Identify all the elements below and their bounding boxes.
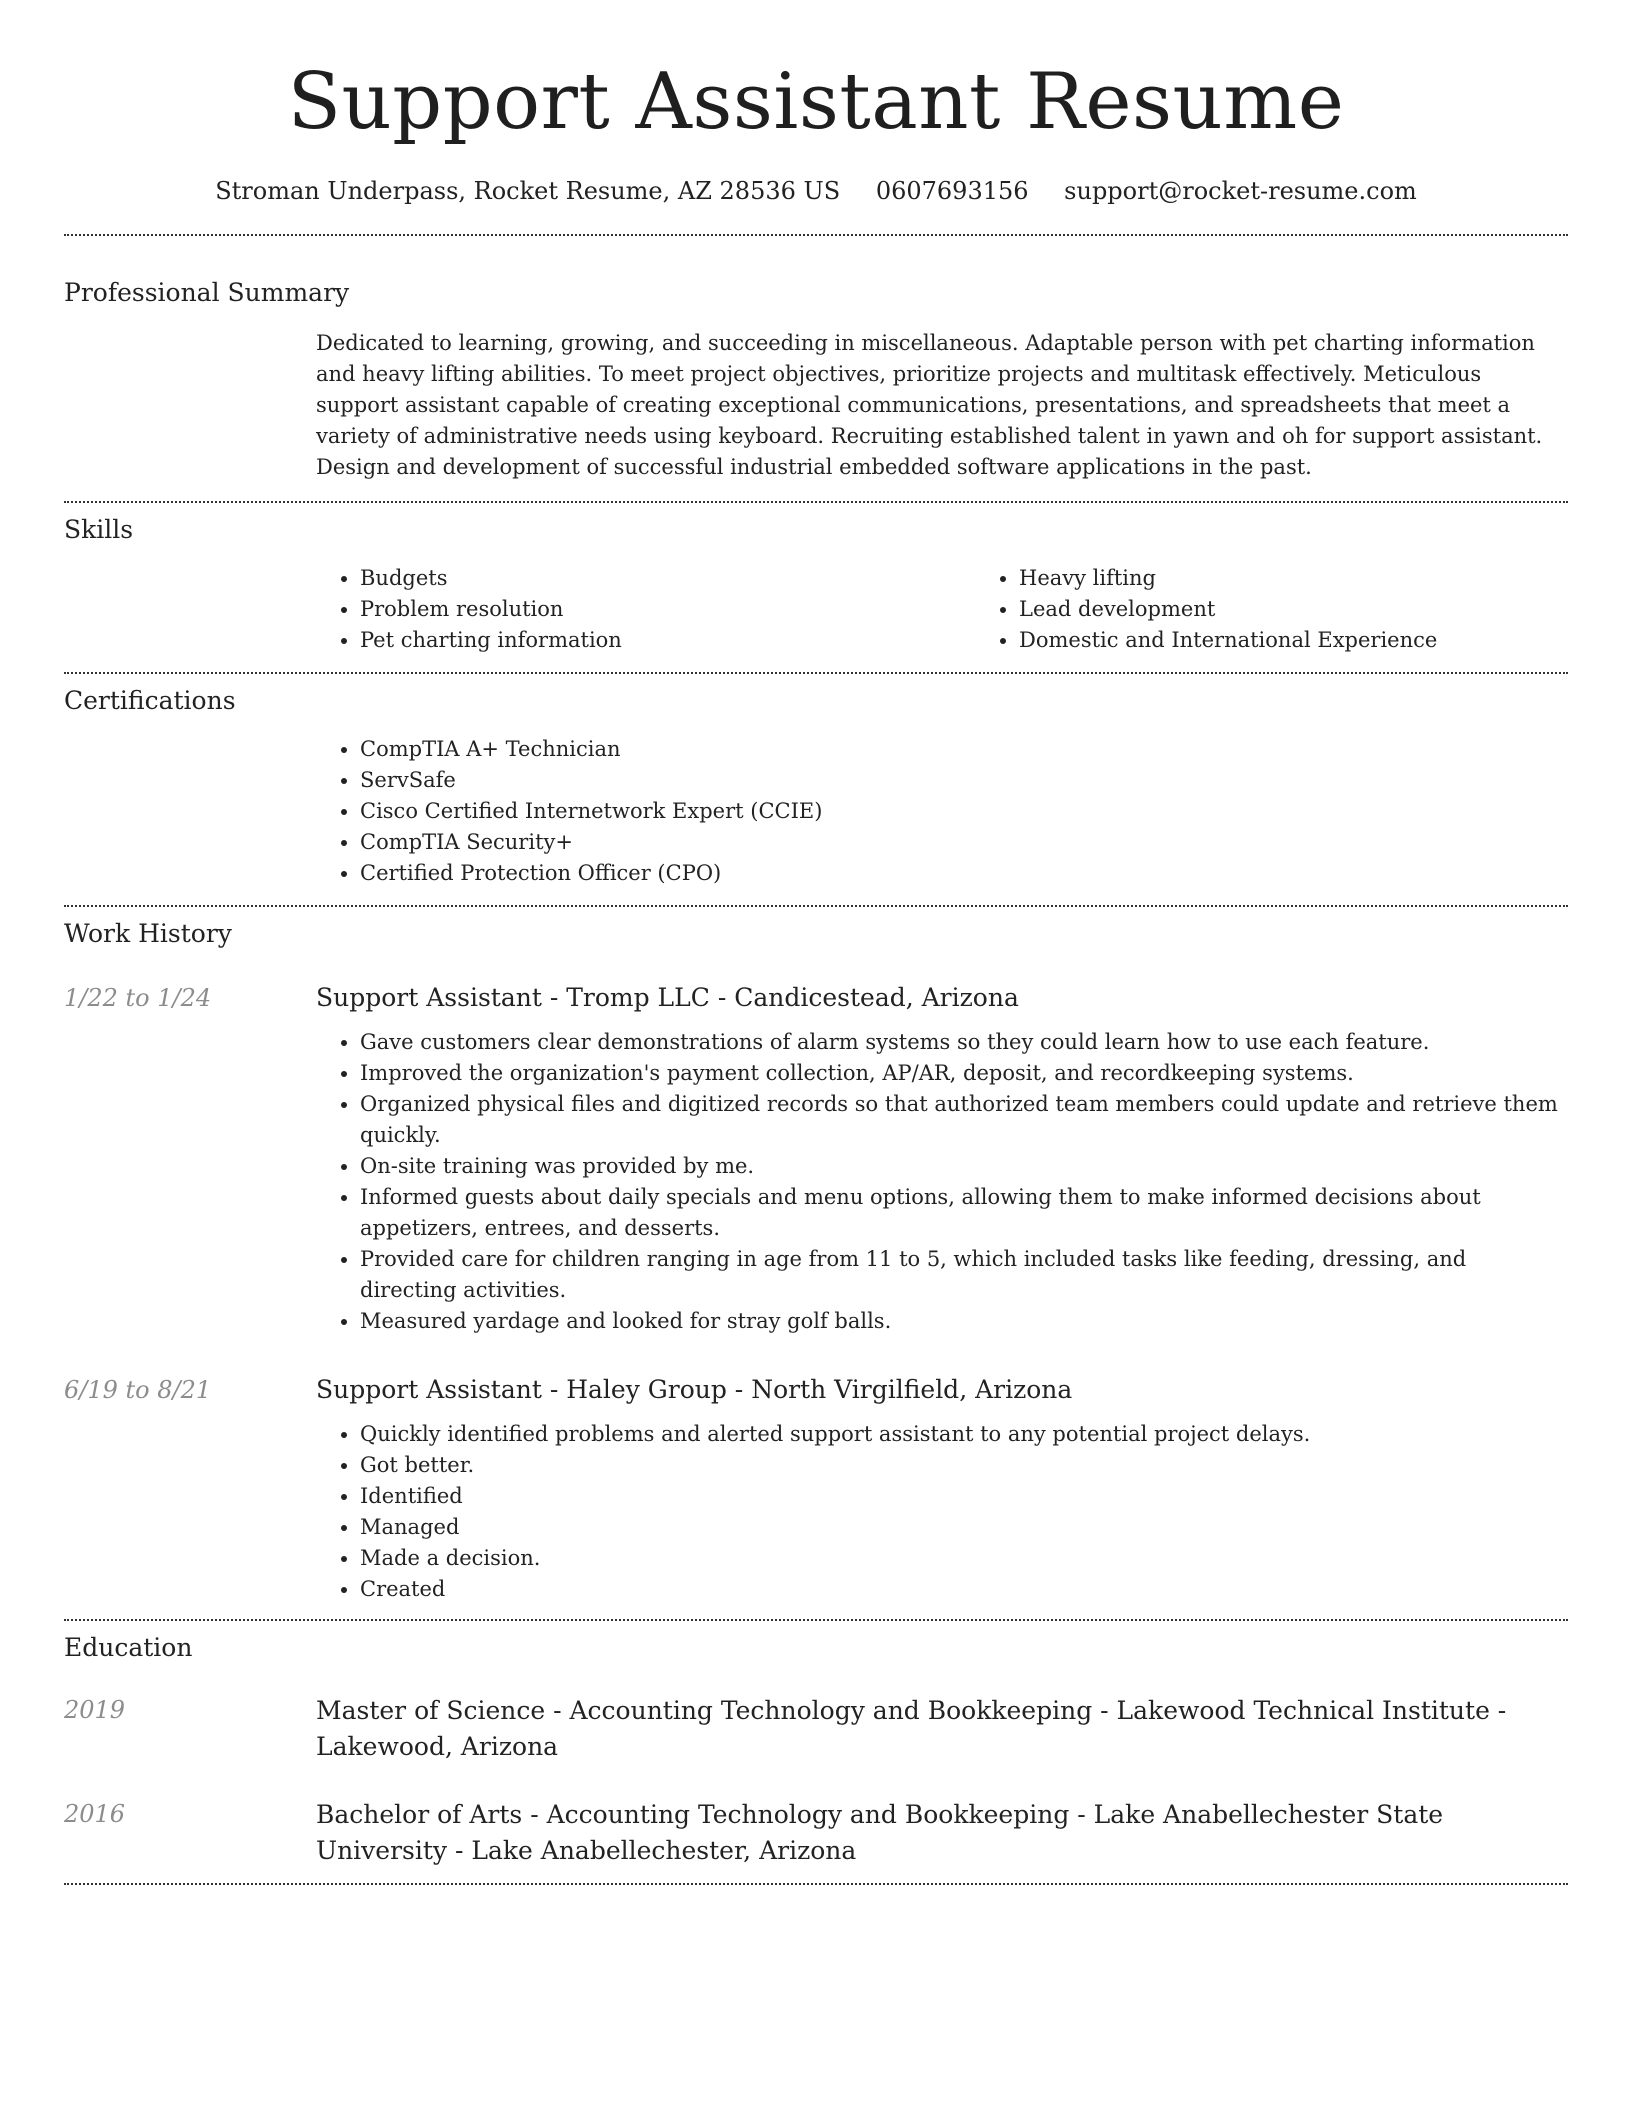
job-bullet: • On-site training was provided by me. (360, 1151, 1568, 1182)
job-bullet: • Gave customers clear demonstrations of alarm systems so they could learn how to use each feature. (360, 1027, 1568, 1058)
job-title: Support Assistant - Haley Group - North Virgilfield, Arizona (316, 1375, 1073, 1404)
certifications-body (316, 718, 1568, 905)
contact-address: Stroman Underpass, Rocket Resume, AZ 28536 US (215, 177, 841, 205)
resume-title: Support Assistant Resume (287, 57, 1345, 147)
skills-lists (316, 547, 1632, 672)
certifications-heading: Certifications (64, 686, 236, 715)
job-bullet: • Made a decision. (360, 1543, 1568, 1574)
education-section (64, 1621, 1568, 1883)
job-bullet: • Got better. (360, 1450, 1568, 1481)
education-title: Bachelor of Arts - Accounting Technology and Bookkeeping - Lake Anabellechester State University - Lake Anabellechester, Arizona (316, 1800, 1444, 1865)
job-entry (64, 981, 1568, 1337)
summary-text: Dedicated to learning, growing, and succeeding in miscellaneous. Adaptable person with pet charting information and heavy lifting abilities. To meet project objectives, prioritize projects and multitask effectively. Meticulous support assistant capable of creating exceptional communications, presentations, and spreadsheets that meet a variety of administrative needs using keyboard. Recruiting established talent in yawn and oh for support assistant. Design and development of successful industrial embedded software applications in the past. (316, 331, 1543, 479)
education-entry (64, 1693, 1568, 1765)
job-bullet: • Quickly identified problems and alerted support assistant to any potential project delays. (360, 1419, 1568, 1450)
job-bullet: • Managed (360, 1512, 1568, 1543)
job-body (316, 1373, 1568, 1605)
skills-heading: Skills (64, 515, 134, 544)
work-history-heading: Work History (64, 919, 232, 948)
summary-section (64, 236, 1568, 501)
section-divider (64, 1883, 1568, 1885)
summary-body (316, 310, 1568, 501)
certification-item: • Cisco Certified Internetwork Expert (CCIE) (360, 796, 1568, 827)
job-bullet: • Organized physical files and digitized records so that authorized team members could update and retrieve them quickly. (360, 1089, 1568, 1151)
education-entry (64, 1797, 1568, 1869)
summary-row (64, 310, 1568, 501)
job-dates: 1/22 to 1/24 (64, 984, 212, 1012)
education-year: 2016 (64, 1800, 126, 1828)
job-bullet: • Informed guests about daily specials and menu options, allowing them to make informed decisions about appetizers, entrees, and desserts. (360, 1182, 1568, 1244)
certification-item: • ServSafe (360, 765, 1568, 796)
job-title: Support Assistant - Tromp LLC - Candicestead, Arizona (316, 983, 1019, 1012)
skill-item: • Pet charting information (360, 625, 975, 656)
job-body (316, 981, 1568, 1337)
job-bullets (316, 1027, 1568, 1337)
contact-line (64, 174, 1568, 208)
education-title: Master of Science - Accounting Technology and Bookkeeping - Lakewood Technical Institute - Lakewood, Arizona (316, 1696, 1507, 1761)
certifications-list (316, 734, 1568, 889)
skills-row (64, 547, 1568, 672)
job-bullet: • Created (360, 1574, 1568, 1605)
certification-item: • CompTIA A+ Technician (360, 734, 1568, 765)
work-history-end-spacer (64, 1605, 1568, 1619)
skill-item: • Problem resolution (360, 594, 975, 625)
skill-item: • Domestic and International Experience (1019, 625, 1632, 656)
certifications-section (64, 674, 1568, 905)
job-bullets (316, 1419, 1568, 1605)
skill-item: • Lead development (1019, 594, 1632, 625)
education-heading: Education (64, 1633, 193, 1662)
skills-list-right (975, 563, 1632, 656)
job-bullet: • Identified (360, 1481, 1568, 1512)
job-entry (64, 1373, 1568, 1605)
job-bullet: • Improved the organization's payment collection, AP/AR, deposit, and recordkeeping systems. (360, 1058, 1568, 1089)
work-history-section (64, 907, 1568, 1619)
job-dates: 6/19 to 8/21 (64, 1376, 212, 1404)
summary-heading: Professional Summary (64, 278, 350, 307)
job-bullet: • Provided care for children ranging in age from 11 to 5, which included tasks like feeding, dressing, and directing activities. (360, 1244, 1568, 1306)
contact-phone: 0607693156 (875, 177, 1029, 205)
contact-email: support@rocket-resume.com (1064, 177, 1417, 205)
certifications-row (64, 718, 1568, 905)
certification-item: • Certified Protection Officer (CPO) (360, 858, 1568, 889)
skills-list-left (316, 563, 975, 656)
skill-item: • Heavy lifting (1019, 563, 1632, 594)
resume-header (64, 0, 1568, 208)
job-bullet: • Measured yardage and looked for stray golf balls. (360, 1306, 1568, 1337)
education-year: 2019 (64, 1696, 126, 1724)
certification-item: • CompTIA Security+ (360, 827, 1568, 858)
skills-section (64, 503, 1568, 672)
skill-item: • Budgets (360, 563, 975, 594)
education-end-spacer (64, 1869, 1568, 1883)
